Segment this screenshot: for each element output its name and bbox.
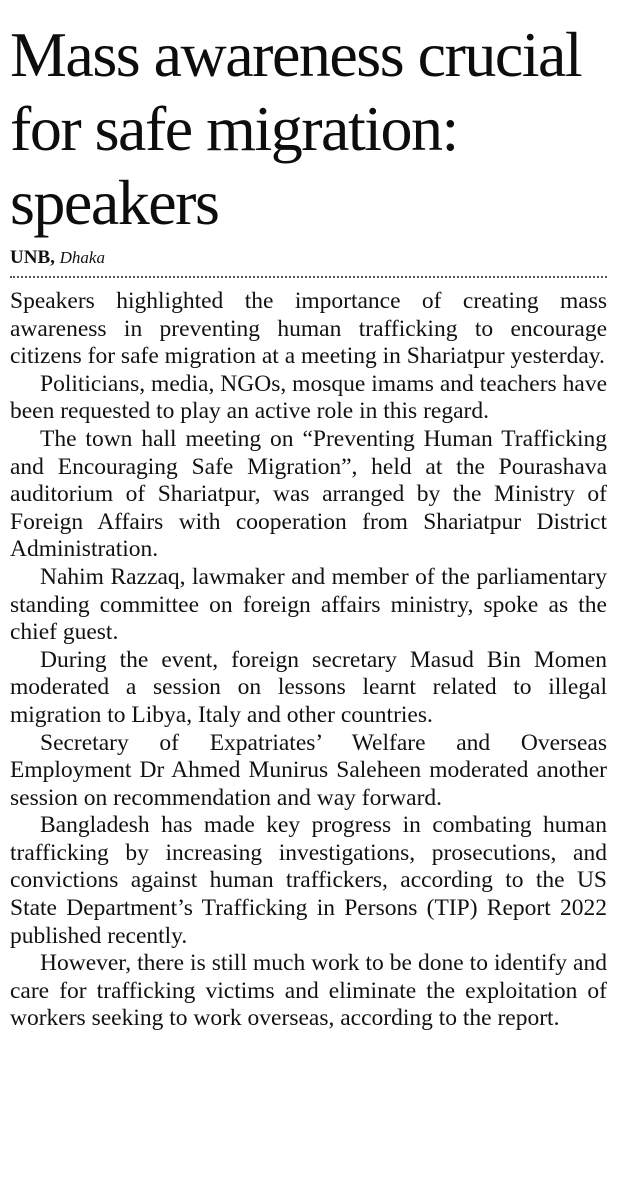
article-paragraph: Secretary of Expatriates’ Welfare and Overseas Employment Dr Ahmed Munirus Saleheen moderated another session on recommendation and way forward. <box>10 729 607 811</box>
article-byline <box>10 246 607 270</box>
article-paragraph: Politicians, media, NGOs, mosque imams and teachers have been requested to play an active role in this regard. <box>10 370 607 425</box>
news-article <box>10 18 607 1033</box>
article-paragraph: During the event, foreign secretary Masud Bin Momen moderated a session on lessons learnt related to illegal migration to Libya, Italy and other countries. <box>10 646 607 728</box>
byline-place: Dhaka <box>59 248 105 267</box>
article-paragraph: Speakers highlighted the importance of creating mass awareness in preventing human trafficking to encourage citizens for safe migration at a meeting in Shariatpur yesterday. <box>10 288 607 370</box>
article-headline: Mass awareness crucial for safe migration: speakers <box>10 19 582 238</box>
byline-agency: UNB, <box>10 247 55 268</box>
article-paragraph: However, there is still much work to be done to identify and care for trafficking victims and eliminate the exploitation of workers seeking to work overseas, according to the report. <box>10 950 607 1032</box>
article-paragraph: Nahim Razzaq, lawmaker and member of the parliamentary standing committee on foreign affairs ministry, spoke as the chief guest. <box>10 563 607 646</box>
dotted-divider <box>10 276 607 278</box>
article-paragraph: Bangladesh has made key progress in combating human trafficking by increasing investigations, prosecutions, and convictions against human traffickers, according to the US State Department’s Trafficking in Persons (TIP) Report 2022 published recently. <box>10 812 607 949</box>
article-paragraph: The town hall meeting on “Preventing Human Trafficking and Encouraging Safe Migration”, held at the Pourashava auditorium of Shariatpur, was arranged by the Ministry of Foreign Affairs with cooperation from Shariatpur District Administration. <box>10 425 607 563</box>
article-body <box>10 288 607 1033</box>
